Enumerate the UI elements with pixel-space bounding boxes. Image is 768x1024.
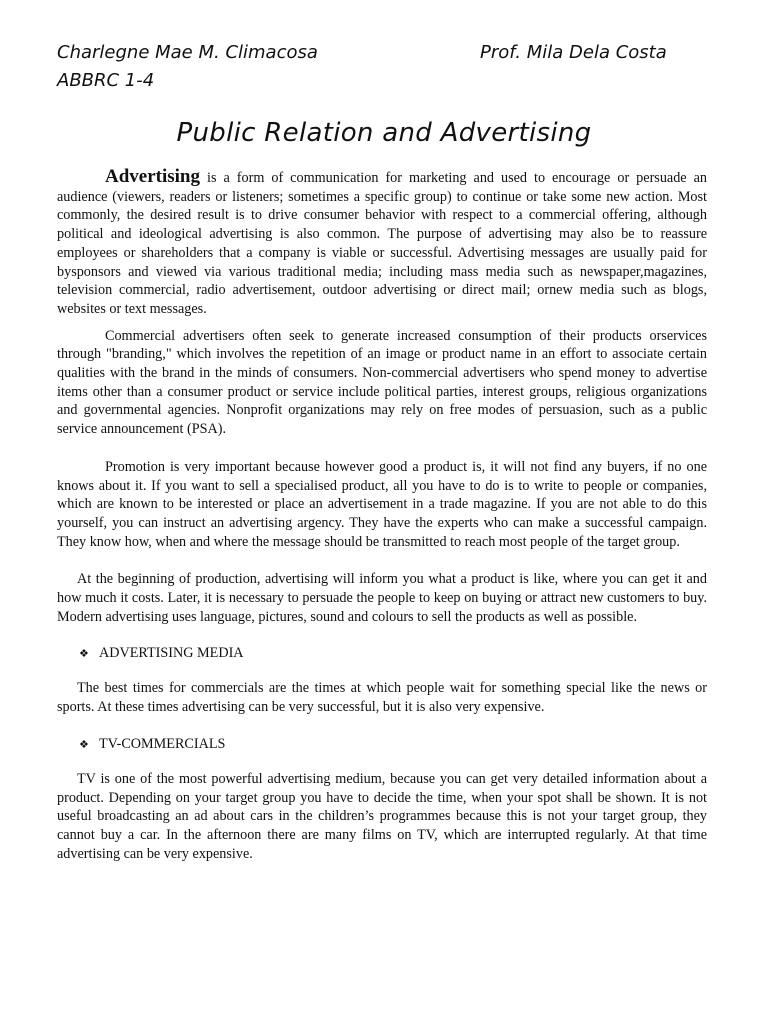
heading-label: TV-COMMERCIALS bbox=[99, 735, 226, 752]
paragraph-promotion: Promotion is very important because however good a product is, it will not find any buyers, if no one knows about it. If you want to sell a specialised product, all you have to do is to write to people or companies, which are known to be interested or place an advertisement in a trade magazine. If you are not able to do this yourself, you can instruct an advertising argency. They have the experts who can make a successful campaign. They know how, when and where the message should be transmitted to reach most people of the target group. bbox=[57, 458, 707, 550]
document-title: Public Relation and Advertising bbox=[176, 118, 592, 148]
diamond-bullet-icon: ❖ bbox=[79, 738, 89, 751]
heading-tv-commercials bbox=[57, 735, 707, 754]
paragraph-best-times: The best times for commercials are the times at which people wait for something special like the news or sports. At these times advertising can be very successful, but it is also very expensive. bbox=[57, 680, 707, 716]
diamond-bullet-icon: ❖ bbox=[79, 648, 89, 661]
document-body bbox=[57, 168, 707, 863]
section-code: ABBRC 1-4 bbox=[57, 70, 155, 91]
professor-name: Prof. Mila Dela Costa bbox=[480, 42, 667, 63]
paragraph-tv-medium: TV is one of the most powerful advertising medium, because you can get very detailed information about a product. Depending on your target group you have to decide the time, when your spot shall be shown. It is not useful broadcasting an ad about cars in the children’s programmes because this is not your target group, they cannot buy a car. In the afternoon there are many films on TV, which are interrupted regularly. At that time advertising can be very expensive. bbox=[57, 770, 707, 862]
paragraph-advertising-definition bbox=[57, 168, 707, 319]
author-name: Charlegne Mae M. Climacosa bbox=[57, 42, 318, 63]
heading-advertising-media bbox=[57, 644, 707, 663]
lead-term: Advertising bbox=[105, 166, 200, 187]
paragraph-production: At the beginning of production, advertising will inform you what a product is like, where you can get it and how much it costs. Later, it is necessary to persuade the people to keep on buying or attract new customers to buy. Modern advertising uses language, pictures, sound and colours to sell the products as well as possible. bbox=[57, 571, 707, 625]
heading-label: ADVERTISING MEDIA bbox=[99, 645, 244, 662]
paragraph-commercial-advertisers: Commercial advertisers often seek to generate increased consumption of their products orservices through "branding," which involves the repetition of an image or product name in an effort to associate certain qualities with the brand in the minds of consumers. Non-commercial advertisers who spend money to advertise items other than a consumer product or service include political parties, interest groups, religious organizations and governmental agencies. Nonprofit organizations may rely on free modes of persuasion, such as a public service announcement (PSA). bbox=[57, 327, 707, 438]
paragraph-text: is a form of communication for marketing and used to encourage or persuade an audience (viewers, readers or listeners; sometimes a specific group) to continue or take some new action. Most commonly, the desired result is to drive consumer behavior with respect to a commercial offering, although political and ideological advertising is also common. The purpose of advertising may also be to reassure employees or shareholders that a company is viable or successful. Advertising messages are usually paid for bysponsors and viewed via various traditional media; including mass media such as newspaper,magazines, television commercial, radio advertisement, outdoor advertising or direct mail; ornew media such as blogs, websites or text messages. bbox=[57, 170, 707, 317]
